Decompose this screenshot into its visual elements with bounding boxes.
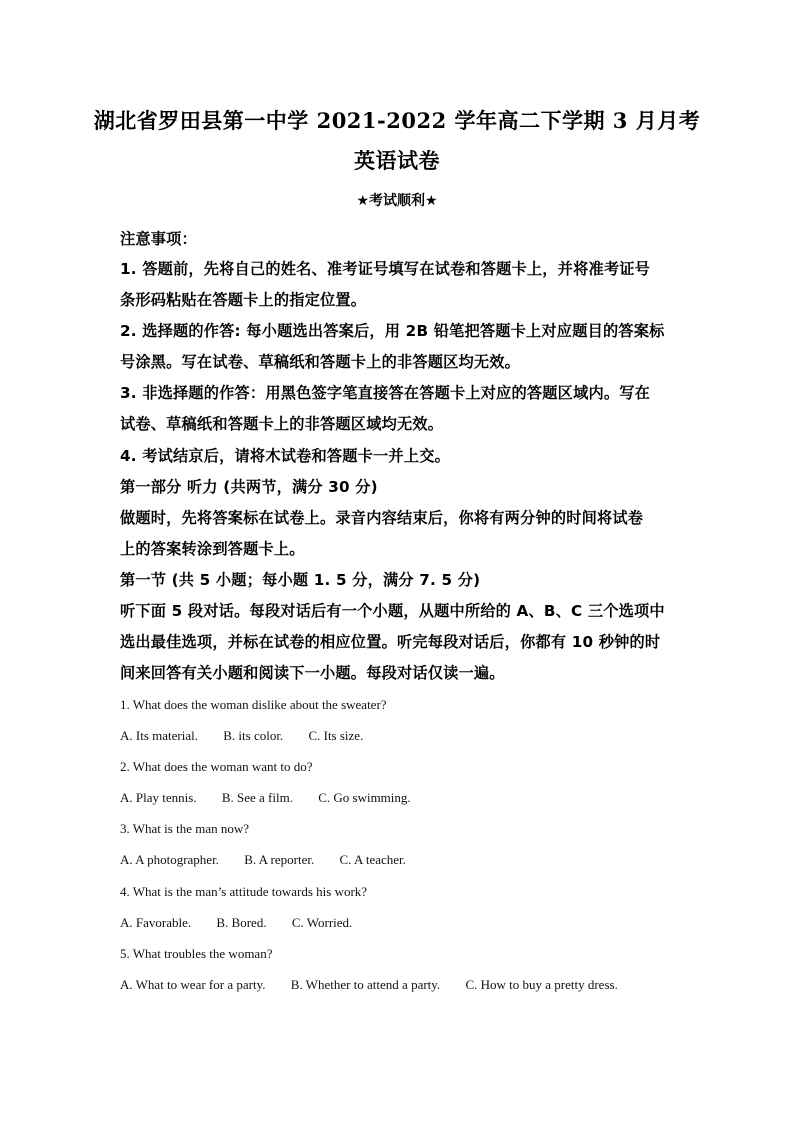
question-4-options [120, 915, 374, 931]
part1-heading: 第一部分 听力 (共两节，满分 30 分) [120, 478, 378, 496]
exam-subtitle: ★考试顺利★ [356, 193, 438, 209]
question-3-options [120, 852, 428, 868]
question-4-option-a: A. Favorable. [120, 915, 192, 930]
question-4-stem: 4. What is the man’s attitude towards his work? [120, 884, 368, 899]
question-3-option-a: A. A photographer. [120, 852, 219, 867]
instruction-4: 4. 考试结京后，请将木试卷和答题卡一并上交。 [120, 447, 450, 465]
question-1-stem: 1. What does the woman dislike about the sweater? [120, 697, 387, 712]
question-1-option-b: B. its color. [223, 728, 284, 743]
part1-desc-line2: 上的答案转涂到答题卡上。 [120, 540, 305, 558]
question-5-option-b: B. Whether to attend a party. [290, 977, 441, 992]
exam-title-line2: 英语试卷 [354, 148, 440, 173]
exam-title-line1: 湖北省罗田县第一中学 2021-2022 学年高二下学期 3 月月考 [93, 108, 701, 133]
question-5-option-c: C. How to buy a pretty dress. [465, 977, 618, 992]
section1-desc-line1: 听下面 5 段对话。每段对话后有一个小题，从题中所给的 A、B、C 三个选项中 [120, 602, 665, 620]
question-5-stem: 5. What troubles the woman? [120, 946, 273, 961]
question-1-option-c: C. Its size. [308, 728, 364, 743]
instruction-3-line2: 试卷、草稿纸和答题卡上的非答题区域均无效。 [120, 415, 444, 433]
question-3-stem: 3. What is the man now? [120, 821, 250, 836]
instruction-2-line1: 2. 选择题的作答: 每小题选出答案后，用 2B 铅笔把答题卡上对应题目的答案标 [120, 322, 665, 340]
question-2-option-c: C. Go swimming. [318, 790, 411, 805]
section1-desc-line2: 选出最佳选项，并标在试卷的相应位置。听完每段对话后，你都有 10 秒钟的时 [120, 633, 661, 651]
question-4-option-b: B. Bored. [216, 915, 267, 930]
instruction-2-line2: 号涂黑。写在试卷、草稿纸和答题卡上的非答题区均无效。 [120, 353, 521, 371]
question-1-option-a: A. Its material. [120, 728, 198, 743]
part1-desc-line1: 做题时，先将答案标在试卷上。录音内容结束后，你将有两分钟的时间将试卷 [120, 509, 644, 527]
question-5-option-a: A. What to wear for a party. [120, 977, 266, 992]
instructions-heading: 注意事项： [120, 230, 197, 248]
question-2-options [120, 790, 433, 806]
question-2-stem: 2. What does the woman want to do? [120, 759, 313, 774]
instruction-1-line2: 条形码粘贴在答题卡上的指定位置。 [120, 291, 367, 309]
section1-heading: 第一节 (共 5 小题；每小题 1. 5 分，满分 7. 5 分) [120, 571, 481, 589]
question-2-option-b: B. See a film. [221, 790, 293, 805]
question-3-option-b: B. A reporter. [244, 852, 315, 867]
question-2-option-a: A. Play tennis. [120, 790, 197, 805]
question-5-options [120, 977, 640, 993]
question-1-options [120, 728, 385, 744]
instruction-3-line1: 3. 非选择题的作答：用黑色签字笔直接答在答题卡上对应的答题区域内。写在 [120, 384, 651, 402]
question-3-option-c: C. A teacher. [339, 852, 406, 867]
instruction-1-line1: 1. 答题前，先将自己的姓名、准考证号填写在试卷和答题卡上，并将准考证号 [120, 260, 651, 278]
question-4-option-c: C. Worried. [291, 915, 353, 930]
section1-desc-line3: 间来回答有关小题和阅读下一小题。每段对话仅读一遍。 [120, 664, 505, 682]
